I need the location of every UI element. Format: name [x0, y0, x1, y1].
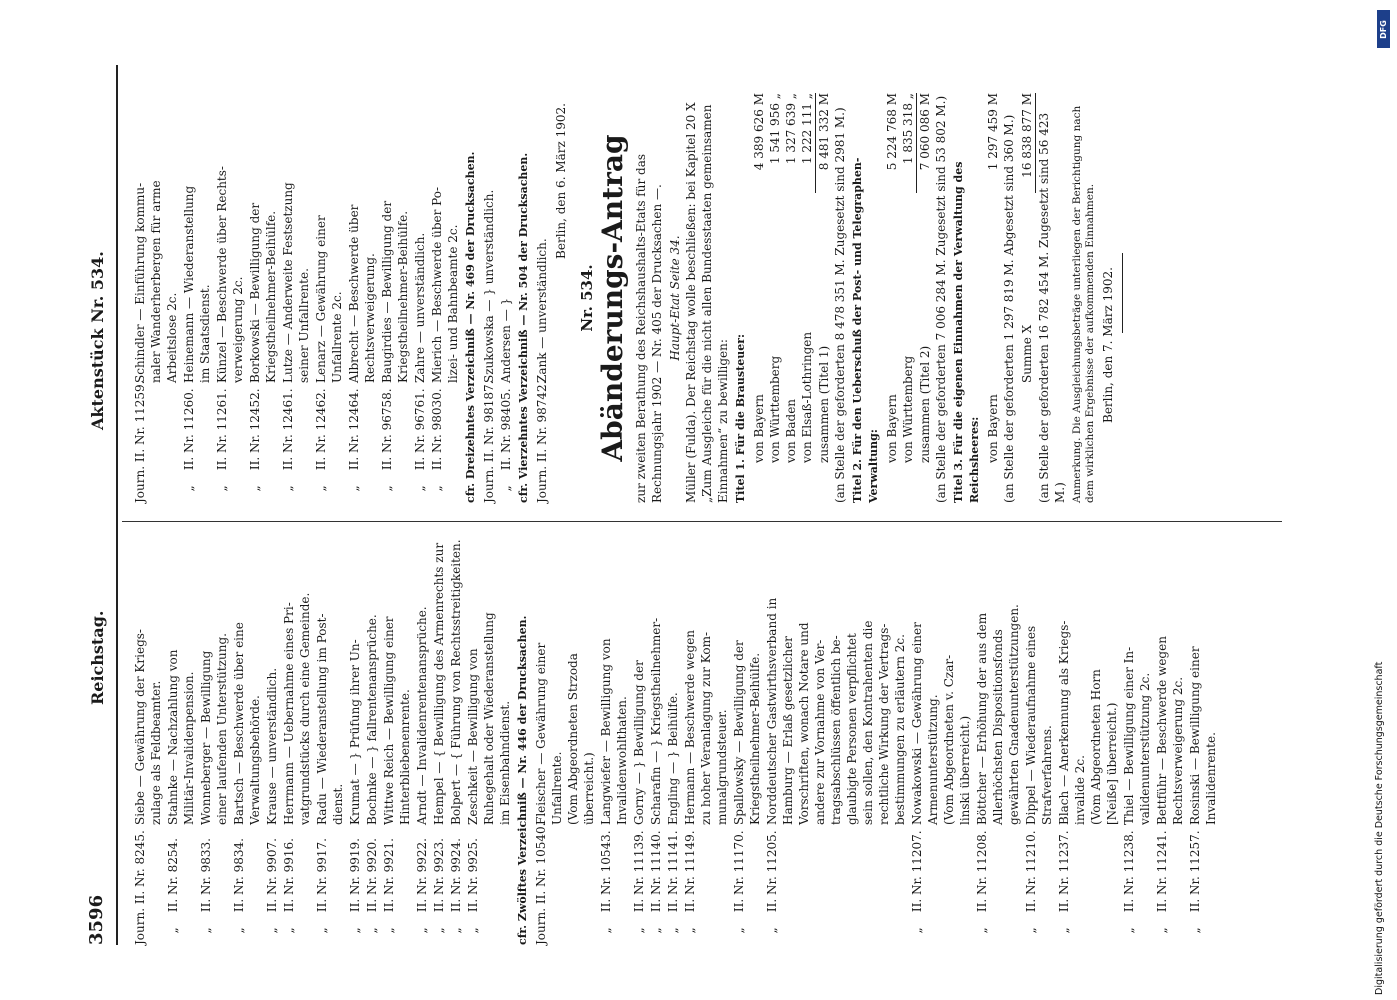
journal-entry: [1023, 535, 1055, 945]
entry-line: rechtliche Wirkung der Vertrags-: [877, 623, 891, 825]
header-reichstag: Reichstag.: [88, 610, 107, 705]
entry-line: Schindler — Einführung kommu-: [133, 182, 147, 383]
entry-text: [379, 93, 411, 383]
entry-line: Spallowsky — Bewilligung der: [732, 640, 746, 825]
journal-entry: [648, 535, 664, 945]
titel1-rows: [751, 93, 832, 503]
journal-entry: [764, 535, 908, 945]
section-note: cfr. Dreizehntes Verzeichniß — Nr. 469 der Drucksachen.: [464, 151, 477, 503]
journal-number: „ II. Nr. 11205.: [765, 830, 779, 945]
journal-number: „ II. Nr. 12452.: [248, 388, 262, 503]
journal-entry: [379, 93, 411, 503]
entry-text: [465, 535, 513, 825]
entry-text: [429, 93, 461, 383]
entry-line: Bartsch — Beschwerde über eine: [232, 622, 246, 825]
dfg-logo: DFG: [1377, 10, 1390, 48]
entry-text: [682, 535, 730, 825]
entry-line: Künzel — Beschwerde über Rechts-: [215, 166, 229, 383]
amount-value: 1 297 459 M: [986, 93, 1000, 171]
journal-number: „ II. Nr. 9922.: [415, 838, 429, 945]
antrag-motion: Müller (Fulda). Der Reichstag wolle beschließen: bei Kapitel 20 X „Zum Ausgleiche für die nicht allen Bundesstaaten gemeinsamen Einnahmen“ zu bewilligen:: [684, 102, 730, 503]
entry-text: [313, 93, 345, 383]
entry-line: Arndt — Invalidenrentenansprüche.: [415, 606, 429, 825]
entry-line: überreicht.): [582, 752, 596, 825]
journal-number: „ II. Nr. 11170.: [732, 830, 746, 945]
amount-value: 4 389 626 M: [752, 93, 766, 171]
journal-entry: [429, 93, 461, 503]
amount-row: [985, 93, 1001, 503]
entry-text: [534, 93, 550, 383]
entry-line: Hermann — Beschwerde wegen: [683, 629, 697, 825]
journal-entry: [533, 535, 597, 945]
journal-number: „ II. Nr. 9834.: [232, 838, 246, 945]
entry-line: glaubigte Personen verpflichtet: [845, 633, 859, 825]
journal-number: „ II. Nr. 8254.: [166, 838, 180, 945]
entry-text: [280, 93, 312, 383]
entry-line: Baugirdies — Bewilligung der: [380, 200, 394, 383]
end-rule: [1122, 253, 1123, 333]
entry-text: [631, 535, 647, 825]
journal-entry: [465, 535, 513, 945]
entry-text: [314, 535, 346, 825]
entry-line: im Staatsdienst.: [198, 284, 212, 383]
entry-line: Fleischer — Gewährung einer: [534, 642, 548, 825]
amount-label: von Bayern: [885, 394, 899, 463]
entry-line: Engling — } Beihülfe.: [666, 692, 680, 825]
entry-text: [231, 535, 263, 825]
entry-text: [1023, 535, 1055, 825]
journal-entry: [231, 535, 263, 945]
entry-line: Nowakowski — Gewährung einer: [910, 622, 924, 825]
entry-text: [498, 93, 514, 383]
titel3-note-b: (an Stelle der geforderten 16 782 454 M. Zugesetzt sind 56 423 M.): [1037, 112, 1067, 503]
entry-text: [181, 93, 213, 383]
journal-number: „ II. Nr. 11208.: [975, 830, 989, 945]
journal-entry: [264, 535, 280, 945]
entry-line: Norddeutscher Gastwirthsverband in: [765, 597, 779, 825]
journal-entry: [381, 535, 413, 945]
entry-line: Ruhegehalt oder Wiederanstellung: [482, 612, 496, 825]
entry-line: Vorschriften, wonach Notare und: [797, 622, 811, 825]
amount-label: von Württemberg: [768, 355, 782, 463]
entry-line: Gorny — } Bewilligung der: [632, 660, 646, 825]
entry-line: sein sollen, den Kontrahenten die: [861, 620, 875, 825]
journal-entry: [682, 535, 730, 945]
entry-line: linski überreicht.): [958, 715, 972, 825]
entry-line: (Vom Abgeordneten Strzoda: [566, 653, 580, 825]
entry-text: [1056, 535, 1120, 825]
amount-row: [900, 93, 917, 503]
entry-line: Zahre — unverständlich.: [413, 232, 427, 383]
entry-text: [198, 535, 230, 825]
entry-line: Radu — Wiederanstellung im Post-: [315, 613, 329, 825]
entry-line: Verwaltungsbehörde.: [248, 695, 262, 825]
right-column: [132, 93, 1123, 503]
entry-text: [381, 535, 413, 825]
journal-number: „ II. Nr. 9907.: [265, 838, 279, 945]
journal-number: „ II. Nr. 11237.: [1057, 830, 1071, 945]
entry-line: einer laufenden Unterstützung.: [215, 633, 229, 825]
journal-entry: [598, 535, 630, 945]
entry-line: (Vom Abgeordneten v. Czar-: [942, 654, 956, 825]
entry-text: [731, 535, 763, 825]
entry-line: Kriegstheilnehmer-Beihülfe.: [748, 652, 762, 825]
entry-line: Hamburg — Erlaß gesetzlicher: [781, 636, 795, 825]
digitization-note: Digitalisierung gefördert durch die Deutsche Forschungsgemeinschaft: [1374, 661, 1385, 995]
journal-number: „ II. Nr. 11261.: [215, 388, 229, 503]
antrag-title: Abänderungs-Antrag: [596, 134, 629, 462]
journal-number: „ II. Nr. 11210.: [1024, 830, 1038, 945]
journal-number: „ II. Nr. 9920.: [365, 838, 379, 945]
journal-number: „ II. Nr. 11207.: [910, 830, 924, 945]
journal-number: „ II. Nr. 9833.: [199, 838, 213, 945]
journal-number: „ II. Nr. 11141.: [666, 830, 680, 945]
journal-number: „ II. Nr. 11139.: [632, 830, 646, 945]
titel3-rows: [985, 93, 1001, 503]
entry-line: Langwiefer — Bewilligung von: [599, 638, 613, 825]
entry-line: Rechtsverweigerung 2c.: [1171, 676, 1185, 825]
entry-text: [214, 93, 246, 383]
antrag-number: Nr. 534.: [578, 264, 596, 332]
journal-number: Journ. II. Nr. 8245.: [133, 830, 147, 945]
entry-text: [648, 535, 664, 825]
entry-line: zulage als Feldbeamter.: [149, 680, 163, 825]
entry-line: Kriegstheilnehmer-Beihülfe.: [264, 210, 278, 383]
antrag-subheading: Haupt-Etat Seite 34.: [668, 235, 682, 361]
entry-line: (Vom Abgeordneten Horn: [1089, 669, 1103, 825]
journal-number: „ II. Nr. 9919.: [348, 838, 362, 945]
journal-entry: [214, 93, 246, 503]
entry-text: [533, 535, 597, 825]
journal-entry: [347, 535, 363, 945]
journal-number: „ II. Nr. 11238.: [1122, 830, 1136, 945]
journal-entry: [165, 535, 197, 945]
entry-line: Krumat — } Prüfung ihrer Un-: [348, 639, 362, 825]
summe-row: [1019, 93, 1036, 503]
amount-value: 1 835 318 „: [900, 93, 917, 193]
footnote: Anmerkung. Die Ausgleichungsbeträge unterliegen der Berichtigung nach dem wirklichen Ergebnisse der aufkommenden Einnahmen.: [1071, 105, 1096, 503]
entry-line: Dippel — Wiederaufnahme eines: [1024, 625, 1038, 825]
entry-line: invalide 2c.: [1073, 755, 1087, 825]
entry-line: Zank — unverständlich.: [535, 238, 549, 383]
entry-line: im Eisenbahndienst.: [498, 700, 512, 825]
journal-number: „ II. Nr. 9921.: [382, 838, 396, 945]
journal-entry: [631, 535, 647, 945]
journal-number: Journ. II. Nr. 10540.: [534, 822, 548, 945]
entry-line: Wonneberger — Bewilligung: [199, 650, 213, 825]
entry-line: verweigerung 2c.: [231, 276, 245, 383]
journal-entry: [1187, 535, 1219, 945]
journal-number: „ II. Nr. 11241.: [1155, 830, 1169, 945]
entry-line: munalgrundsteuer.: [715, 709, 729, 825]
entry-text: [1187, 535, 1219, 825]
entry-line: Lenarz — Gewährung einer: [314, 215, 328, 383]
entry-line: Allerhöchsten Dispositionsfonds: [991, 629, 1005, 825]
journal-entry: [448, 535, 464, 945]
section-note: cfr. Vierzehntes Verzeichniß — Nr. 504 der Drucksachen.: [517, 152, 530, 503]
journal-entry: [364, 535, 380, 945]
journal-number: „ II. Nr. 98030.: [430, 388, 444, 503]
entry-line: Herrmann — Uebernahme eines Pri-: [282, 602, 296, 825]
entry-line: Scharafin — } Kriegstheilnehmer-: [649, 617, 663, 825]
entry-line: Heinemann — Wiederanstellung: [182, 185, 196, 383]
entry-text: [364, 535, 380, 825]
entry-text: [346, 93, 378, 383]
entry-line: dienst.: [331, 783, 345, 825]
entry-line: Bochnke — } fallrentenansprüche.: [365, 614, 379, 825]
entry-line: tragsabschlüssen öffentlich be-: [829, 635, 843, 825]
journal-number: Journ. II. Nr. 98187.: [482, 380, 496, 503]
amount-value: 1 541 956 „: [768, 93, 782, 165]
entry-text: [414, 535, 430, 825]
entry-line: bestimmungen zu erläutern 2c.: [893, 634, 907, 825]
entry-line: zu hoher Veranlagung zur Kom-: [699, 631, 713, 825]
journal-entry: [534, 93, 550, 503]
journal-entry: [909, 535, 973, 945]
entry-line: Rosinski — Bewilligung einer: [1188, 646, 1202, 825]
left-column: [132, 535, 1220, 945]
titel2-rows: [884, 93, 933, 503]
entry-line: lizei- und Bahnbeamte 2c.: [446, 224, 460, 383]
entry-line: Krause — unverständlich.: [265, 667, 279, 825]
amount-row: [816, 93, 832, 503]
entry-line: vatgrundstücks durch eine Gemeinde.: [298, 592, 312, 825]
amount-label: zusammen (Titel 1): [817, 345, 831, 463]
amount-value: 7 060 086 M: [918, 93, 932, 171]
summe-label: Summe X: [1020, 324, 1034, 383]
entry-line: Zeschkeit — Bewilligung von: [466, 648, 480, 825]
entry-text: [431, 535, 447, 825]
journal-number: „ II. Nr. 11260.: [182, 388, 196, 503]
entry-line: Stahnke — Nachzahlung von: [166, 649, 180, 825]
journal-number: „ II. Nr. 98405.: [499, 388, 513, 503]
journal-entry: [498, 93, 514, 503]
journal-entry: [132, 535, 164, 945]
entry-text: [247, 93, 279, 383]
date-1: Berlin, den 6. März 1902.: [554, 103, 568, 259]
entry-text: [1154, 535, 1186, 825]
journal-entry: [247, 93, 279, 503]
section-note: cfr. Zwölftes Verzeichniß — Nr. 446 der Drucksachen.: [516, 615, 529, 945]
amount-value: 8 481 332 M: [817, 93, 831, 171]
right-entries: [132, 93, 550, 503]
entry-line: Rechtsverweigerung.: [363, 253, 377, 383]
entry-line: Arbeitslose 2c.: [165, 292, 179, 383]
entry-line: Wittwe Reich — Bewilligung einer: [382, 616, 396, 825]
rotated-page: [80, 35, 1320, 975]
header-aktenstueck: Aktenstück Nr. 534.: [88, 251, 107, 430]
amount-value: 5 224 768 M: [885, 93, 899, 171]
entry-text: [974, 535, 1022, 825]
journal-entry: [132, 93, 180, 503]
journal-number: „ II. Nr. 12464.: [347, 388, 361, 503]
journal-number: „ II. Nr. 9923.: [432, 838, 446, 945]
entry-line: Hempel — { Bewilligung des Armenrechts zur: [432, 542, 446, 825]
entry-line: Bolpert — { Führung von Rechtsstreitigkeiten.: [449, 539, 463, 825]
entry-text: [165, 535, 197, 825]
entry-line: Strafverfahrens.: [1040, 725, 1054, 825]
amount-row: [751, 93, 767, 503]
journal-number: „ II. Nr. 11257.: [1188, 830, 1202, 945]
amount-row: [917, 93, 933, 503]
amount-value: 1 327 639 „: [784, 93, 798, 165]
entry-text: [347, 535, 363, 825]
amount-value: 1 222 111 „: [799, 93, 816, 193]
entry-line: Borkowski — Bewilligung der: [248, 202, 262, 383]
amount-label: zusammen (Titel 2): [918, 345, 932, 463]
journal-entry: [198, 535, 230, 945]
entry-line: [Neiße] überreicht.): [1105, 702, 1119, 825]
entry-line: naler Wanderherbergen für arme: [149, 180, 163, 383]
entry-line: Szukowska — } unverständlich.: [482, 189, 496, 383]
entry-line: Thiel — Bewilligung einer In-: [1122, 646, 1136, 825]
summe-value: 16 838 877 M: [1019, 93, 1036, 193]
amount-row: [783, 93, 799, 503]
entry-line: Unfallrente.: [550, 751, 564, 825]
entry-text: [132, 535, 164, 825]
entry-line: Invalidenrente.: [1204, 732, 1218, 825]
titel1-note: (an Stelle der geforderten 8 478 351 M. Zugesetzt sind 2981 M.): [833, 107, 847, 503]
titel3-note-a: (an Stelle der geforderten 1 297 819 M. Abgesetzt sind 360 M.): [1002, 114, 1016, 503]
journal-entry: [181, 93, 213, 503]
entry-line: Blach — Anerkennung als Kriegs-: [1057, 620, 1071, 825]
journal-number: „ II. Nr. 96761.: [413, 388, 427, 503]
journal-entry: [313, 93, 345, 503]
page-number: 3596: [86, 894, 107, 945]
entry-line: seiner Unfallrente.: [297, 268, 311, 383]
entry-text: [665, 535, 681, 825]
titel1-label: Titel 1. Für die Brausteuer:: [734, 333, 747, 503]
entry-line: Invalidenwohlthaten.: [615, 696, 629, 825]
journal-entry: [1154, 535, 1186, 945]
titel2-note: (an Stelle der geforderten 7 006 284 M. Zugesetzt sind 53 802 M.): [934, 95, 948, 503]
journal-entry: [412, 93, 428, 503]
journal-entry: [431, 535, 447, 945]
amount-label: von Württemberg: [901, 355, 915, 463]
journal-number: „ II. Nr. 9925.: [466, 838, 480, 945]
journal-entry: [731, 535, 763, 945]
amount-label: von Elsaß-Lothringen: [800, 331, 814, 463]
entry-text: [764, 535, 908, 825]
journal-entry: [665, 535, 681, 945]
entry-line: Siebe — Gewährung der Kriegs-: [133, 629, 147, 825]
journal-entry: [974, 535, 1022, 945]
entry-text: [1121, 535, 1153, 825]
journal-number: „ II. Nr. 9917.: [315, 838, 329, 945]
antrag-intro: zur zweiten Berathung des Reichshaushalts-Etats für das Rechnungsjahr 1902 — Nr. 405 der Drucksachen —.: [634, 153, 664, 503]
amount-label: von Bayern: [986, 394, 1000, 463]
page-header: [80, 35, 120, 975]
entry-line: Armenunterstützung.: [926, 694, 940, 825]
entry-line: gewährten Gnadenunterstützungen.: [1007, 604, 1021, 825]
journal-number: Journ. II. Nr. 98742.: [535, 380, 549, 503]
entry-line: Andersen — }: [499, 297, 513, 383]
entry-line: Bettführ — Beschwerde wegen: [1155, 636, 1169, 825]
entry-text: [281, 535, 313, 825]
amount-label: von Baden: [784, 398, 798, 463]
header-rule: [116, 65, 118, 945]
journal-number: „ II. Nr. 11140.: [649, 830, 663, 945]
entry-line: Albrecht — Beschwerde über: [347, 204, 361, 383]
amount-row: [884, 93, 900, 503]
date-2: Berlin, den 7. März 1902.: [1101, 267, 1115, 423]
journal-number: „ II. Nr. 9924.: [449, 838, 463, 945]
journal-number: „ II. Nr. 10543.: [599, 830, 613, 945]
journal-entry: [314, 535, 346, 945]
titel2-label: Titel 2. Für den Ueberschuß der Post- und Telegraphen-Verwaltung:: [851, 157, 880, 503]
journal-number: Journ. II. Nr. 11259.: [133, 380, 147, 503]
entry-line: Kriegstheilnehmer-Beihülfe.: [396, 210, 410, 383]
column-divider: [122, 521, 1282, 522]
entry-line: validenunterstützung 2c.: [1138, 672, 1152, 825]
entry-line: Hinterbliebenenrente.: [398, 689, 412, 825]
journal-entry: [346, 93, 378, 503]
entry-line: Lutze — Anderweite Festsetzung: [281, 182, 295, 383]
journal-number: „ II. Nr. 96758.: [380, 388, 394, 503]
journal-entry: [1121, 535, 1153, 945]
amount-row: [767, 93, 783, 503]
journal-number: „ II. Nr. 12461.: [281, 388, 295, 503]
journal-entry: [1056, 535, 1120, 945]
titel3-label: Titel 3. Für die eigenen Einnahmen der Verwaltung des Reichsheeres:: [952, 161, 981, 503]
journal-number: „ II. Nr. 9916.: [282, 838, 296, 945]
entry-text: [412, 93, 428, 383]
entry-line: Böttcher — Erhöhung der aus dem: [975, 612, 989, 825]
journal-entry: [281, 535, 313, 945]
entry-line: Militär-Invalidenpension.: [182, 671, 196, 825]
journal-number: „ II. Nr. 11149.: [683, 830, 697, 945]
entry-line: Unfallrente 2c.: [330, 291, 344, 383]
journal-number: „ II. Nr. 12462.: [314, 388, 328, 503]
amount-row: [799, 93, 816, 503]
journal-entry: [481, 93, 497, 503]
entry-text: [598, 535, 630, 825]
amount-label: von Bayern: [752, 394, 766, 463]
entry-text: [448, 535, 464, 825]
entry-text: [481, 93, 497, 383]
entry-line: Mierich — Beschwerde über Po-: [430, 186, 444, 383]
entry-line: andere zur Vornahme von Ver-: [813, 639, 827, 825]
entry-text: [132, 93, 180, 383]
entry-text: [909, 535, 973, 825]
journal-entry: [414, 535, 430, 945]
entry-text: [264, 535, 280, 825]
journal-entry: [280, 93, 312, 503]
